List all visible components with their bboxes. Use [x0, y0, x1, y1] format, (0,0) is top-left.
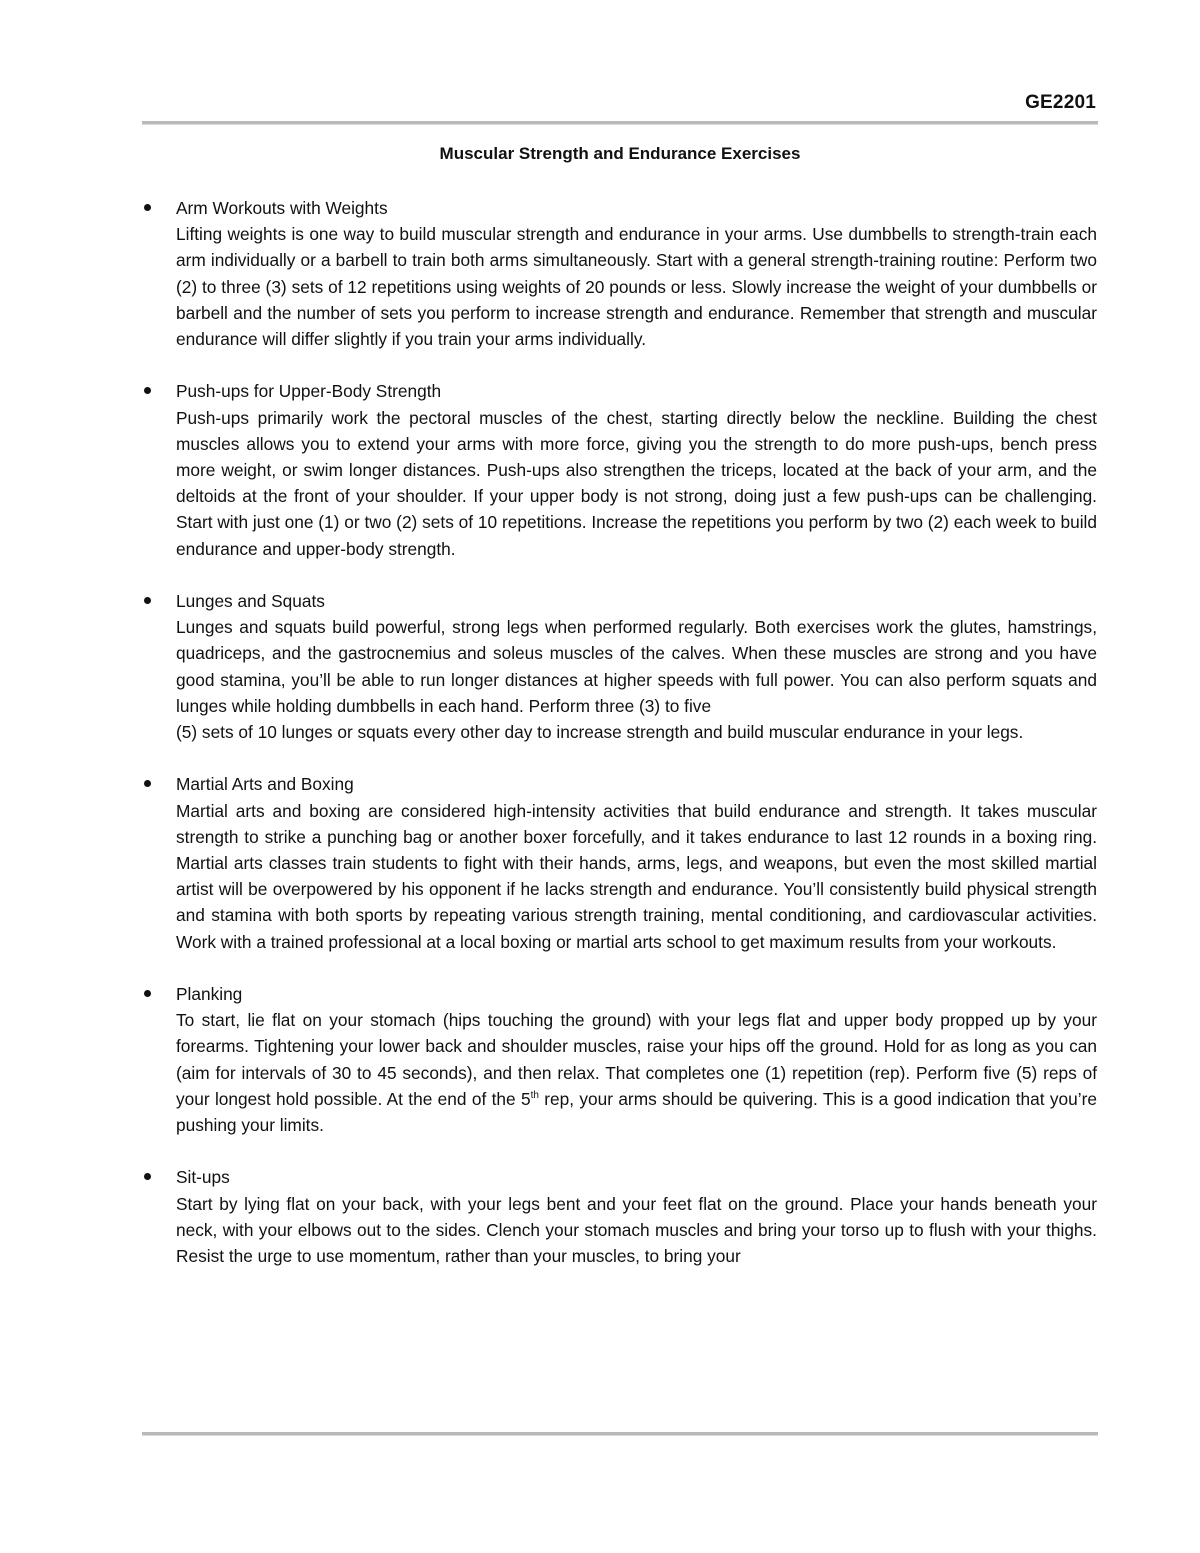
- list-item-planking: [176, 981, 1097, 1138]
- section-heading: Sit-ups: [176, 1167, 230, 1188]
- list-item-sit-ups: [176, 1164, 1097, 1269]
- section-body-continued: (5) sets of 10 lunges or squats every other day to increase strength and build muscular endurance in your legs.: [176, 722, 1024, 743]
- section-heading: Lunges and Squats: [176, 591, 325, 612]
- page-title: Muscular Strength and Endurance Exercises: [439, 144, 801, 163]
- section-heading: Arm Workouts with Weights: [176, 198, 388, 218]
- section-heading: Push-ups for Upper-Body Strength: [176, 381, 442, 402]
- section-body: [176, 1007, 1097, 1138]
- list-item-arm-workouts: [176, 195, 1097, 352]
- section-heading: Martial Arts and Boxing: [176, 774, 354, 795]
- body-text-end: rep, your arms should be quivering. This is a good indication that you’re pushing your limits.: [176, 1088, 1097, 1136]
- list-item-push-ups: [176, 378, 1097, 561]
- bullet-icon: [144, 387, 151, 394]
- document-body: [176, 195, 1097, 1295]
- header-rule: [142, 121, 1098, 124]
- section-body: Martial arts and boxing are considered high-intensity activities that build endurance and strength. It takes muscular strength to strike a punching bag or another boxer forcefully, and it takes endurance to last 12 rounds in a boxing ring. Martial arts classes train students to fight with their hands, arms, legs, and weapons, but even the most skilled martial artist will be overpowered by his opponent if he lacks strength and endurance. You’ll consistently build physical strength and stamina with both sports by repeating various strength training, mental conditioning, and cardiovascular activities. Work with a trained professional at a local boxing or martial arts school to get maximum results from your workouts.: [176, 800, 1097, 952]
- body-text-start: To start, lie flat on your stomach (hips touching the ground) with your legs flat and upper body propped up by your forearms. Tightening your lower back and shoulder muscles, raise your hips off the ground. Hold for as long as you can (aim for intervals of 30 to 45 seconds), and then relax. That completes one (1) repetition (rep). Perform five (5) reps of your longest hold possible. At the end of the 5: [176, 1010, 1097, 1109]
- ordinal-superscript: th: [530, 1090, 539, 1102]
- section-heading: Planking: [176, 984, 243, 1005]
- bullet-icon: [144, 204, 151, 211]
- section-body: Lunges and squats build powerful, strong legs when performed regularly. Both exercises work the glutes, hamstrings, quadriceps, and the gastrocnemius and soleus muscles of the calves. When these muscles are strong and you have good stamina, you’ll be able to run longer distances at higher speeds with full power. You can also perform squats and lunges while holding dumbbells in each hand. Perform three (3) to five: [176, 617, 1097, 716]
- section-body: Push-ups primarily work the pectoral muscles of the chest, starting directly below the neckline. Building the chest muscles allows you to extend your arms with more force, giving you the strength to do more push-ups, bench press more weight, or swim longer distances. Push-ups also strengthen the triceps, located at the back of your arm, and the deltoids at the front of your shoulder. If your upper body is not strong, doing just a few push-ups can be challenging. Start with just one (1) or two (2) sets of 10 repetitions. Increase the repetitions you perform by two (2) each week to build endurance and upper-body strength.: [176, 407, 1097, 559]
- bullet-icon: [144, 780, 151, 787]
- bullet-icon: [144, 597, 151, 604]
- bullet-icon: [144, 990, 151, 997]
- footer-rule: [142, 1432, 1098, 1435]
- document-code: GE2201: [1025, 92, 1096, 113]
- section-body: Start by lying flat on your back, with your legs bent and your feet flat on the ground. Place your hands beneath your neck, with your elbows out to the sides. Clench your stomach muscles and bring your torso up to flush with your thighs. Resist the urge to use momentum, rather than your muscles, to bring your: [176, 1193, 1097, 1267]
- section-body: Lifting weights is one way to build muscular strength and endurance in your arms. Use dumbbells to strength-train each arm individually or a barbell to train both arms simultaneously. Start with a general strength-training routine: Perform two (2) to three (3) sets of 12 repetitions using weights of 20 pounds or less. Slowly increase the weight of your dumbbells or barbell and the number of sets you perform to increase strength and endurance. Remember that strength and muscular endurance will differ slightly if you train your arms individually.: [176, 224, 1097, 350]
- bullet-icon: [144, 1173, 151, 1180]
- list-item-martial-arts: [176, 771, 1097, 954]
- list-item-lunges-squats: [176, 588, 1097, 745]
